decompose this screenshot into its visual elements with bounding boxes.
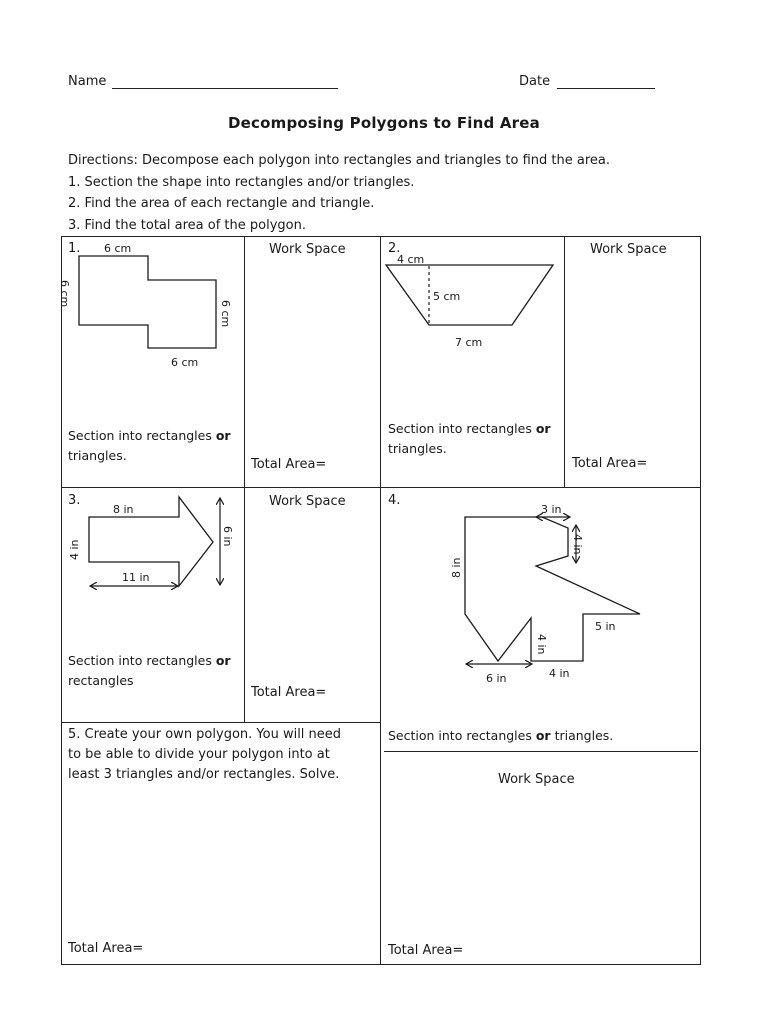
or-text: or [215,653,231,668]
section-text: Section into rectangles [388,728,536,743]
problem-4-number: 4. [388,493,401,508]
page-title: Decomposing Polygons to Find Area [228,114,540,132]
problem-4-dim-right: 5 in [595,620,616,633]
problem-5-line-1: 5. Create your own polygon. You will need [68,727,342,742]
triangles-text: triangles. [68,448,127,463]
problem-1-number: 1. [68,241,81,256]
section-text: Section into rectangles [68,653,216,668]
problem-2-dim-top: 4 cm [397,253,425,266]
problem-4-dim-base: 6 in [486,672,507,685]
direction-step-3: 3. Find the total area of the polygon. [68,217,306,233]
problem-1-polygon [79,256,216,348]
or-text: or [535,728,551,743]
problem-3-number: 3. [68,493,81,508]
problem-5-line-3: least 3 triangles and/or rectangles. Solve. [68,767,340,782]
problem-4-dim-top: 3 in [541,503,562,516]
directions-label: Directions: [68,153,138,168]
direction-step-1: 1. Section the shape into rectangles and/or triangles. [68,174,415,190]
problem-1-dim-top: 6 cm [104,242,132,255]
problem-4-dim-side: 4 in [571,534,584,555]
problem-2-polygon [386,265,553,325]
triangles-text: triangles. [550,728,614,743]
problem-4-polygon [465,517,640,661]
problem-1-dim-bottom: 6 cm [171,356,199,369]
problem-2-work-space: Work Space [590,242,667,257]
directions-text: Decompose each polygon into rectangles and triangles to find the area. [137,153,610,168]
triangles-text: triangles. [388,441,447,456]
problem-2-dim-bottom: 7 cm [455,336,483,349]
problem-3-dim-bottom: 11 in [122,571,150,584]
section-text: Section into rectangles [68,428,216,443]
or-text: or [215,428,231,443]
problem-1-work-space: Work Space [269,242,346,257]
name-label: Name [68,74,107,89]
problem-2-number: 2. [388,241,401,256]
problem-4-dim-bottom-right: 4 in [549,667,570,680]
section-text: Section into rectangles [388,421,536,436]
problem-1-dim-right: 6 cm [219,300,232,328]
problem-3-work-space: Work Space [269,494,346,509]
problem-3-dim-top: 8 in [113,503,134,516]
direction-step-2: 2. Find the area of each rectangle and triangle. [68,196,375,211]
problem-3-dim-right: 6 in [221,526,234,547]
date-label: Date [519,74,551,89]
problem-4-dim-notch: 4 in [535,634,548,655]
problem-5-total-area: Total Area= [68,941,144,956]
problem-2-dim-height: 5 cm [433,290,461,303]
problem-1-total-area: Total Area= [251,457,327,472]
problem-3-polygon [89,497,213,586]
problem-3-total-area: Total Area= [251,685,327,700]
problem-5-line-2: to be able to divide your polygon into at [68,747,330,762]
problem-4-work-space: Work Space [498,772,575,787]
rectangles-text: rectangles [68,673,134,688]
problem-3-dim-left: 4 in [68,539,81,560]
problem-4-dim-left: 8 in [450,557,463,578]
problem-2-total-area: Total Area= [572,456,648,471]
or-text: or [535,421,551,436]
problem-1-dim-left: 6 cm [58,280,71,308]
problem-4-total-area: Total Area= [388,943,464,958]
